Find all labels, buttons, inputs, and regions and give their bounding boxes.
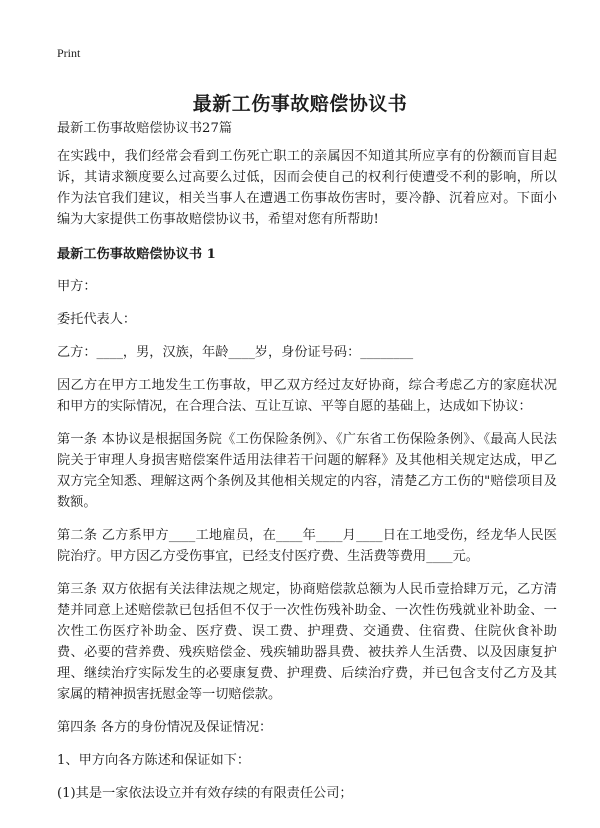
article-1: 第一条 本协议是根据国务院《工伤保险条例》、《广东省工伤保险条例》、《最高人民法院关于审理人身损害赔偿案件适用法律若干问题的解释》及其他相关规定达成，甲乙双方完全知悉、理解这两个条例及其他相关规定的内容，清楚乙方工伤的"赔偿项目及数额。 [57,432,557,510]
article-4: 第四条 各方的身份情况及保证情况： [57,720,273,735]
document-subtitle: 最新工伤事故赔偿协议书27篇 [57,121,233,136]
clause-1-item-1: (1)其是一家依法设立并有效存续的有限责任公司； [57,786,353,801]
clause-1: 1、甲方向各方陈述和保证如下： [57,753,251,768]
print-link[interactable]: Print [57,46,81,60]
article-3: 第三条 双方依据有关法律法规之规定，协商赔偿款总额为人民币壹拾肆万元，乙方清楚并同意上述赔偿款已包括但不仅于一次性伤残补助金、一次性伤残就业补助金、一次性工伤医疗补助金、医疗费、误工费、护理费、交通费、住宿费、住院伙食补助费、必要的营养费、残疾赔偿金、残疾辅助器具费、被扶养人生活费、以及因康复护理、继续治疗实际发生的必要康复费、护理费、后续治疗费，并已包含支付乙方及其家属的精神损害抚慰金等一切赔偿款。 [57,582,557,702]
document-title: 最新工伤事故赔偿协议书 [192,92,408,115]
party-b-line: 乙方：____，男，汉族，年龄____岁，身份证号码：________ [57,345,414,360]
article-2: 第二条 乙方系甲方____工地雇员，在____年____月____日在工地受伤，经龙华人民医院治疗。甲方因乙方受伤事宜，已经支付医疗费、生活费等费用____元。 [57,528,557,564]
document-body [57,118,557,816]
representative-line: 委托代表人： [57,312,137,327]
section-heading: 最新工伤事故赔偿协议书 1 [57,247,216,262]
intro-paragraph: 在实践中，我们经常会看到工伤死亡职工的亲属因不知道其所应享有的份额而盲目起诉，其请求额度要么过高要么过低，因而会使自己的权利行使遭受不利的影响，所以作为法官我们建议，相关当事人在遭遇工伤事故伤害时，要冷静、沉着应对。下面小编为大家提供工伤事故赔偿协议书，希望对您有所帮助! [57,149,557,227]
party-a-line: 甲方： [57,279,97,294]
preamble-paragraph: 因乙方在甲方工地发生工伤事故，甲乙双方经过友好协商，综合考虑乙方的家庭状况和甲方的实际情况，在合理合法、互让互谅、平等自愿的基础上，达成如下协议： [57,378,557,414]
